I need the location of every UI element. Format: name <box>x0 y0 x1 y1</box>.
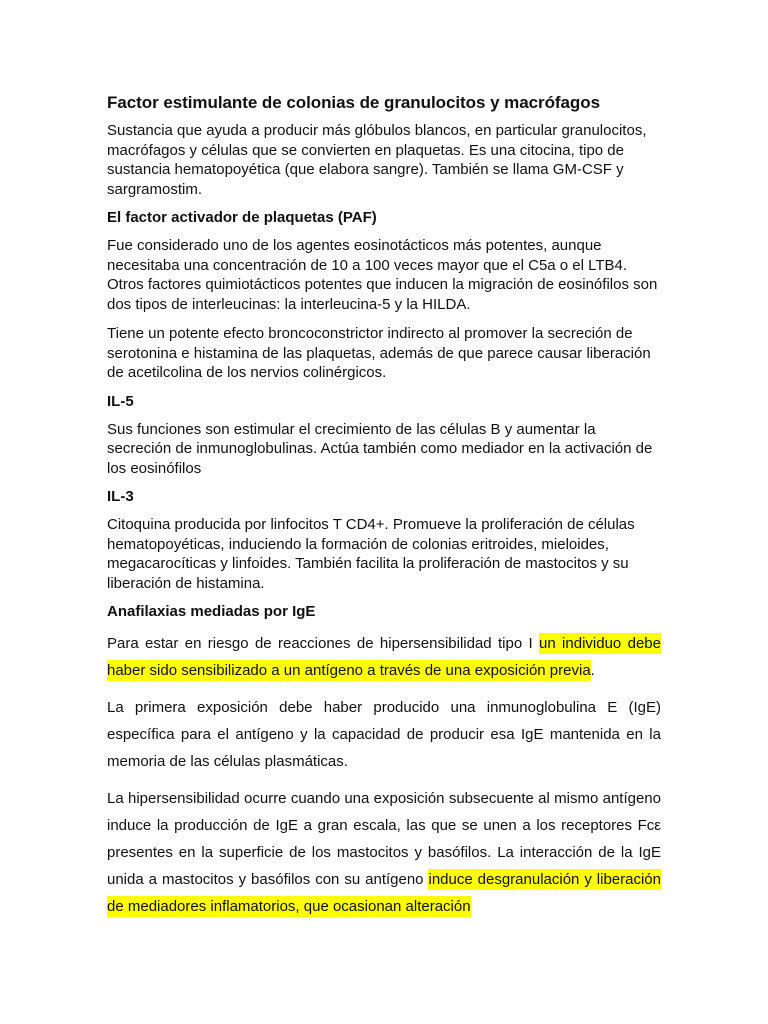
ige-p1-text: Para estar en riesgo de reacciones de hipersensibilidad tipo I <box>107 635 540 652</box>
ige-p3-highlight: induce desgranulación y liberación de mediadores inflamatorios, que ocasionan alteración <box>107 871 661 915</box>
ige-heading: Anafilaxias mediadas por IgE <box>107 603 316 620</box>
il5-paragraph: Sus funciones son estimular el crecimiento de las células B y aumentar la secreción de inmunoglobulinas. Actúa también como mediador en la activación de los eosinófilos <box>107 420 653 477</box>
il3-paragraph: Citoquina producida por linfocitos T CD4+. Promueve la proliferación de células hematopoyéticas, induciendo la formación de colonias eritroides, mieloides, megacarocíticas y linfoides. También facilita la proliferación de mastocitos y su liberación de histamina. <box>107 516 635 592</box>
ige-paragraph-3 <box>107 785 661 920</box>
ige-p1-end: . <box>590 662 595 679</box>
paf-heading: El factor activador de plaquetas (PAF) <box>107 209 377 226</box>
ige-paragraph-2: La primera exposición debe haber producido una inmunoglobulina E (IgE) específica para el antígeno y la capacidad de producir esa IgE mantenida en la memoria de las células plasmáticas. <box>107 699 661 770</box>
il3-heading: IL-3 <box>107 488 134 505</box>
ige-p3-text: La hipersensibilidad ocurre cuando una exposición subsecuente al mismo antígeno induce la producción de IgE a gran escala, las que se unen a los receptores Fcε presentes en la superficie de los mastocitos y basófilos. La interacción de la IgE unida a mastocitos y basófilos con su antígeno <box>107 790 661 888</box>
ige-paragraph-1 <box>107 630 661 684</box>
paf-paragraph-2: Tiene un potente efecto broncoconstrictor indirecto al promover la secreción de serotonina e histamina de las plaquetas, además de que parece causar liberación de acetilcolina de los nervios colinérgicos. <box>107 325 651 381</box>
il5-heading: IL-5 <box>107 392 134 410</box>
gmcsf-paragraph: Sustancia que ayuda a producir más glóbulos blancos, en particular granulocitos, macrófagos y células que se convierten en plaquetas. Es una citocina, tipo de sustancia hematopoyética (que elabora sangre). También se llama GM-CSF y sargramostim. <box>107 122 647 198</box>
paf-paragraph-1: Fue considerado uno de los agentes eosinotácticos más potentes, aunque necesitaba una concentración de 10 a 100 veces mayor que el C5a o el LTB4. Otros factores quimiotácticos potentes que inducen la migración de eosinófilos son dos tipos de interleucinas: la interleucina-5 y la HILDA. <box>107 237 658 313</box>
ige-p1-highlight: un individuo debe haber sido sensibilizado a un antígeno a través de una exposición previa <box>107 635 661 679</box>
document-title: Factor estimulante de colonias de granulocitos y macrófagos <box>107 93 601 112</box>
